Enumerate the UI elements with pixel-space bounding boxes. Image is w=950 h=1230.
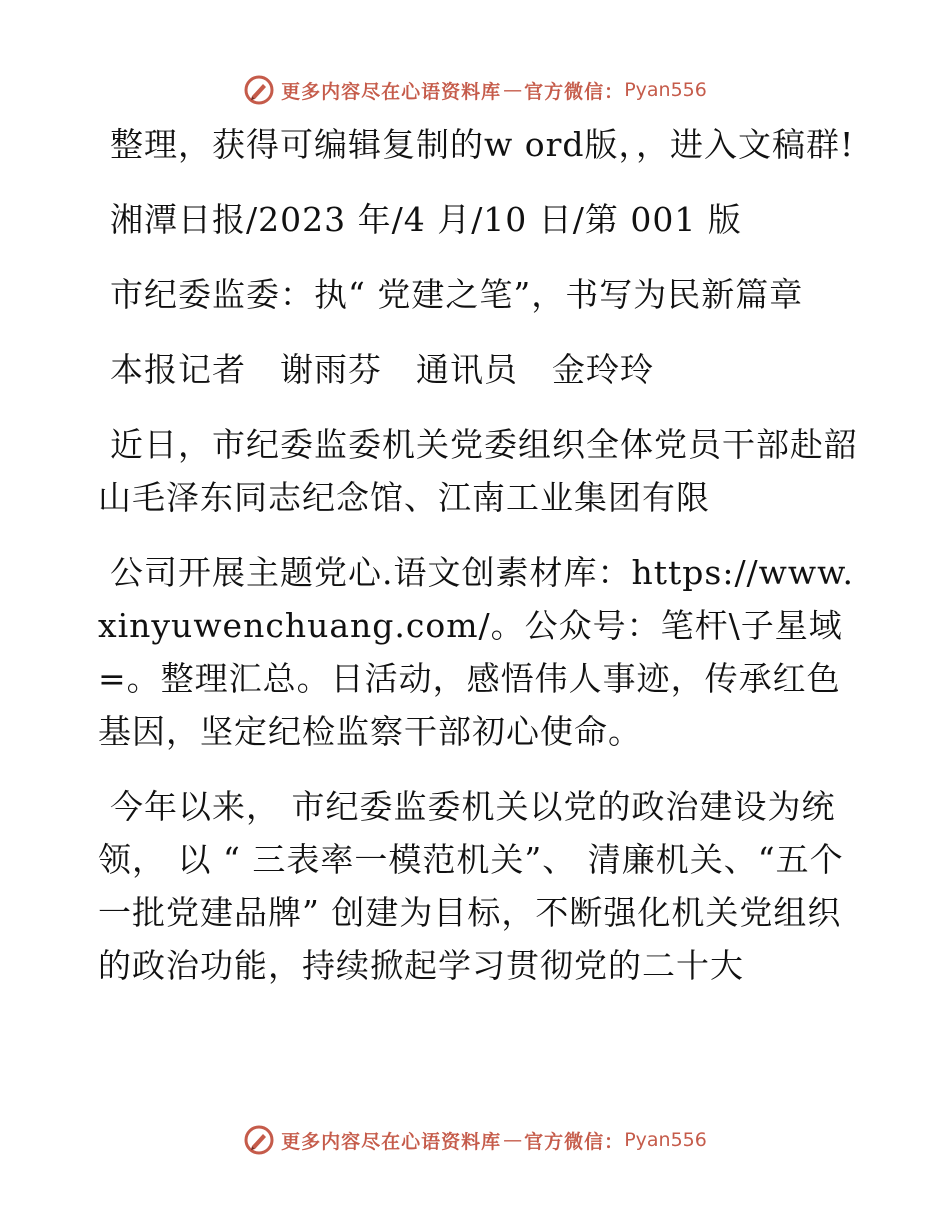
watermark-brand: 更多内容尽在心语资料库 <box>281 80 502 103</box>
source-line: 湘潭日报/2023 年/4 月/10 日/第 001 版 <box>110 200 742 239</box>
article-title: 市纪委监委：执“ 党建之笔”，书写为民新篇章 <box>110 275 804 314</box>
watermark-wechat-label: 官方微信： <box>524 80 625 103</box>
document-body <box>98 118 858 1014</box>
pen-seal-icon <box>243 74 275 106</box>
body-paragraph: 今年以来， 市纪委监委机关以党的政治建设为统领， 以 “ 三表率一模范机关”、 清廉机关、“五个一批党建品牌” 创建为目标，不断强化机关党组织的政治功能，持续掀起学习贯彻党的二十大 <box>98 787 844 985</box>
header-watermark <box>0 70 950 110</box>
pen-seal-icon <box>243 1124 275 1156</box>
byline: 本报记者 谢雨芬 通讯员 金玲玲 <box>110 350 654 389</box>
watermark-account: Pyan556 <box>624 1129 707 1151</box>
watermark-separator: — <box>503 79 523 101</box>
body-paragraph: 近日，市纪委监委机关党委组织全体党员干部赴韶山毛泽东同志纪念馆、江南工业集团有限 <box>98 425 858 517</box>
watermark-account: Pyan556 <box>624 79 707 101</box>
body-paragraph: 公司开展主题党心.语文创素材库：https://www.xinyuwenchuang.com/。公众号：笔杆\子星域=。整理汇总。日活动，感悟伟人事迹，传承红色基因，坚定纪检监察干部初心使命。 <box>98 553 854 751</box>
footer-watermark <box>0 1120 950 1160</box>
watermark-separator: — <box>503 1129 523 1151</box>
watermark-brand: 更多内容尽在心语资料库 <box>281 1130 502 1153</box>
intro-note: 整理，获得可编辑复制的w ord版，，进入文稿群! <box>110 125 855 164</box>
watermark-wechat-label: 官方微信： <box>524 1130 625 1153</box>
